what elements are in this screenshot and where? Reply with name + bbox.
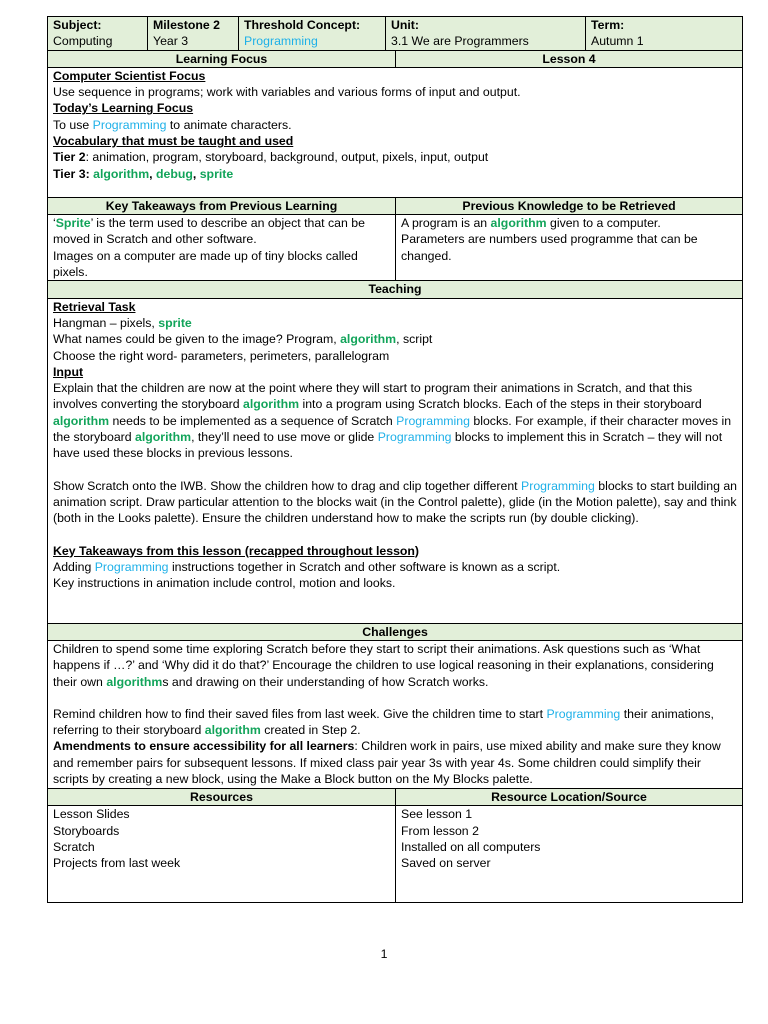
challenges-paragraph-1: Children to spend some time exploring Scratch before they start to script their animations. Ask questions such as ‘What happens if …?’ and ‘Why did it do that?’ Encourage the children to use logical reasoning in their explanations, considering their own algorithms and drawing on their understanding of how Scratch works. <box>53 641 714 689</box>
cs-focus-heading: Computer Scientist Focus <box>53 68 206 83</box>
keyword: Programming <box>521 478 595 493</box>
unit-label: Unit: <box>391 18 419 32</box>
keyword: Programming <box>396 413 470 428</box>
input-heading: Input <box>53 364 84 379</box>
keyword: Programming <box>377 430 452 445</box>
keyword: algorithm <box>53 413 110 428</box>
cs-focus-text: Use sequence in programs; work with variables and various forms of input and output. <box>53 85 521 100</box>
subject-label: Subject: <box>53 18 102 32</box>
lesson-plan-table <box>47 16 743 903</box>
term-value: Autumn 1 <box>591 34 644 49</box>
tier3-line: Tier 3: algorithm, debug, sprite <box>53 166 234 181</box>
challenges-heading: Challenges <box>48 623 743 640</box>
keyword: algorithm <box>340 332 397 347</box>
page-number: 1 <box>380 947 388 961</box>
names-line: What names could be given to the image? Program, algorithm, script <box>53 332 433 347</box>
resource-item: Storyboards <box>53 823 120 838</box>
milestone-label: Milestone 2 <box>153 18 220 32</box>
keyword: algorithm <box>135 430 192 445</box>
resource-item: Lesson Slides <box>53 807 130 822</box>
keyword: algorithm <box>490 216 547 231</box>
prior-knowledge-heading: Previous Knowledge to be Retrieved <box>396 197 743 214</box>
sprite-definition: ‘Sprite’ is the term used to describe an object that can be moved in Scratch and other software. <box>53 216 365 247</box>
pixels-fact: Images on a computer are made up of tiny blocks called pixels. <box>53 248 358 280</box>
subject-value: Computing <box>53 34 113 49</box>
previous-learning-heading: Key Takeaways from Previous Learning <box>48 197 396 214</box>
key-takeaway-2: Key instructions in animation include control, motion and looks. <box>53 576 396 591</box>
subject-cell <box>48 17 148 51</box>
parameters-fact: Parameters are numbers used programme that can be changed. <box>401 232 698 263</box>
keyword: Programming <box>92 117 167 132</box>
today-focus-heading: Today’s Learning Focus <box>53 101 194 116</box>
lesson-plan-document <box>47 16 742 903</box>
unit-cell <box>386 17 586 51</box>
resource-source: See lesson 1 <box>401 807 473 822</box>
lesson-number: Lesson 4 <box>396 50 743 67</box>
keyword: algorithm <box>93 166 150 181</box>
previous-learning-cell <box>48 215 396 281</box>
resource-source: Installed on all computers <box>401 839 541 854</box>
resource-sources-list <box>396 806 743 903</box>
concept-value: Programming <box>244 34 318 49</box>
term-cell <box>586 17 743 51</box>
learning-focus-body <box>48 67 743 197</box>
prior-knowledge-cell <box>396 215 743 281</box>
challenges-paragraph-2: Remind children how to find their saved files from last week. Give the children time to start Programming their animations, referring to their storyboard algorithm created in Step 2. <box>53 706 714 738</box>
unit-value: 3.1 We are Programmers <box>391 34 529 49</box>
keyword: Programming <box>546 706 621 721</box>
term-label: Term: <box>591 18 625 32</box>
resources-heading: Resources <box>48 788 396 805</box>
keyword: debug <box>155 166 193 181</box>
resource-item: Projects from last week <box>53 856 181 871</box>
today-focus-text: To use Programming to animate characters. <box>53 117 292 132</box>
teaching-heading: Teaching <box>48 281 743 298</box>
keyword: sprite <box>158 315 192 330</box>
keyword: Sprite <box>55 216 91 231</box>
keyword: algorithm <box>204 723 261 738</box>
resource-location-heading: Resource Location/Source <box>396 788 743 805</box>
key-takeaways-heading: Key Takeaways from this lesson (recapped throughout lesson) <box>53 543 420 558</box>
input-paragraph-2: Show Scratch onto the IWB. Show the children how to drag and clip together different Programming blocks to start building an animation script. Draw particular attention to the blocks wait (in the Control palette), glide (in the Motion palette), say and think (both in the Looks palette). Ensure the children understand how to make the scripts run (by double clicking). <box>53 478 738 526</box>
resource-source: Saved on server <box>401 856 491 871</box>
keyword: algorithm <box>243 397 300 412</box>
concept-cell <box>239 17 386 51</box>
key-takeaway-1: Adding Programming instructions together in Scratch and other software is known as a script. <box>53 559 561 574</box>
tier2-line: Tier 2: animation, program, storyboard, background, output, pixels, input, output <box>53 150 489 165</box>
amendments-paragraph: Amendments to ensure accessibility for all learners: Children work in pairs, use mixed ability and make sure they know and remember pairs for subsequent lessons. If mixed class pair year 3s with year 4s. Some children could simplify their scripts by creating a new block, using the Make a Block button on the My Blocks palette. <box>53 739 721 787</box>
retrieval-heading: Retrieval Task <box>53 299 136 314</box>
challenges-body <box>48 640 743 788</box>
vocabulary-heading: Vocabulary that must be taught and used <box>53 134 294 149</box>
resources-list <box>48 806 396 903</box>
milestone-value: Year 3 <box>153 34 189 49</box>
header-row <box>48 17 743 51</box>
resource-source: From lesson 2 <box>401 823 479 838</box>
program-fact: A program is an algorithm given to a computer. <box>401 216 661 231</box>
concept-label: Threshold Concept: <box>244 18 361 32</box>
keyword: algorithm <box>106 674 163 689</box>
learning-focus-heading: Learning Focus <box>48 50 396 67</box>
choose-line: Choose the right word- parameters, perimeters, parallelogram <box>53 348 390 363</box>
milestone-cell <box>148 17 239 51</box>
keyword: sprite <box>199 166 234 181</box>
input-paragraph-1: Explain that the children are now at the point where they will start to program their animations in Scratch, and that this involves converting the storyboard algorithm into a program using Scratch blocks. Each of the steps in their storyboard algorithm needs to be implemented as a sequence of Scratch Programming blocks. For example, if their character moves in the storyboard algorithm, they’ll need to use move or glide Programming blocks to implement this in Scratch – they will not have used these blocks in previous lessons. <box>53 381 732 461</box>
resource-item: Scratch <box>53 839 95 854</box>
hangman-line: Hangman – pixels, sprite <box>53 315 192 330</box>
keyword: Programming <box>94 559 169 574</box>
teaching-body <box>48 298 743 623</box>
